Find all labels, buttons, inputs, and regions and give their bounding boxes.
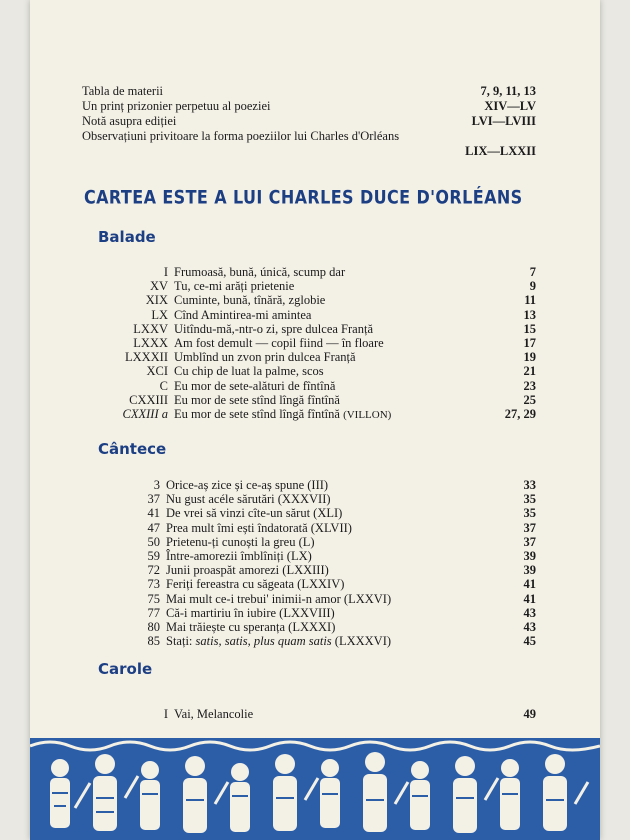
entry-page: 41 bbox=[523, 577, 536, 592]
entry-page: 23 bbox=[523, 378, 536, 393]
entry-title: Eu mor de sete stînd lîngă fîntînă bbox=[174, 392, 340, 407]
frontmatter-page: LVI—LVIII bbox=[471, 114, 536, 128]
entry-number: 3 bbox=[153, 478, 160, 492]
frontmatter-list bbox=[82, 84, 536, 159]
frontmatter-page: 7, 9, 11, 13 bbox=[480, 84, 536, 98]
list-item bbox=[82, 506, 536, 520]
cantece-list bbox=[82, 478, 536, 648]
entry-page: 15 bbox=[523, 321, 536, 336]
entry-number: 41 bbox=[147, 506, 160, 521]
entry-number: XIX bbox=[145, 293, 168, 308]
section-heading-balade: Balade bbox=[98, 228, 156, 246]
entry-number: 37 bbox=[147, 492, 160, 507]
entry-number: I bbox=[163, 265, 168, 279]
list-item bbox=[82, 592, 536, 606]
frontmatter-title: Un prinț prizonier perpetuu al poeziei bbox=[82, 99, 271, 113]
entry-title-wrap bbox=[174, 407, 476, 422]
list-item bbox=[82, 279, 536, 293]
list-item bbox=[82, 265, 536, 279]
entry-title: Feriți fereastra cu săgeata (LXXIV) bbox=[166, 577, 345, 592]
list-item bbox=[82, 350, 536, 364]
entry-number: 73 bbox=[147, 577, 160, 592]
list-item bbox=[82, 393, 536, 407]
frontmatter-item-page-line bbox=[82, 144, 536, 159]
entry-page: 41 bbox=[523, 591, 536, 606]
entry-title: De vrei să vinzi cîte-un sărut (XLI) bbox=[166, 506, 343, 521]
entry-number: LXXXII bbox=[124, 350, 168, 365]
entry-page: 39 bbox=[523, 563, 536, 578]
list-item bbox=[82, 308, 536, 322]
frontmatter-item bbox=[82, 84, 536, 99]
entry-number: 75 bbox=[147, 591, 160, 606]
entry-page: 7 bbox=[529, 265, 536, 279]
entry-page: 11 bbox=[524, 293, 536, 308]
list-item bbox=[82, 407, 536, 422]
entry-title: Mai trăiește cu speranța (LXXXI) bbox=[166, 620, 336, 635]
book-page bbox=[30, 0, 600, 840]
entry-title: Umblînd un zvon prin dulcea Franță bbox=[174, 350, 356, 365]
book-title: CARTEA ESTE A LUI CHARLES DUCE D'ORLÉANS bbox=[84, 186, 523, 208]
entry-number: 47 bbox=[147, 520, 160, 535]
entry-page: 13 bbox=[523, 307, 536, 322]
entry-page: 17 bbox=[523, 336, 536, 351]
frontmatter-item bbox=[82, 114, 536, 129]
list-item bbox=[82, 707, 536, 721]
entry-title: Am fost demult — copil fiind — în floare bbox=[174, 336, 384, 351]
entry-number: LX bbox=[151, 307, 168, 322]
entry-page: 27, 29 bbox=[504, 407, 536, 422]
list-item bbox=[82, 577, 536, 591]
entry-title: Vai, Melancolie bbox=[174, 707, 254, 721]
entry-title: Cu chip de luat la palme, scos bbox=[174, 364, 324, 379]
list-item bbox=[82, 521, 536, 535]
frontmatter-item bbox=[82, 99, 536, 114]
list-item bbox=[82, 634, 536, 648]
entry-number: 50 bbox=[147, 534, 160, 549]
entry-number: 77 bbox=[147, 605, 160, 620]
list-item bbox=[82, 606, 536, 620]
frontmatter-page: LIX—LXXII bbox=[465, 144, 536, 158]
frieze-illustration bbox=[30, 738, 600, 840]
entry-attribution: (VILLON) bbox=[343, 409, 392, 422]
entry-page: 35 bbox=[523, 492, 536, 507]
entry-latin-phrase: satis, satis, plus quam satis bbox=[195, 634, 332, 649]
entry-title: Junii proaspăt amorezi (LXXIII) bbox=[166, 563, 329, 578]
entry-title: Stați: bbox=[166, 634, 193, 649]
entry-title: Cînd Amintirea-mi amintea bbox=[174, 307, 312, 322]
entry-title: Uitîndu-mă,-ntr-o zi, spre dulcea Franță bbox=[174, 321, 373, 336]
section-heading-carole: Carole bbox=[98, 660, 153, 678]
list-item bbox=[82, 549, 536, 563]
entry-number: LXXV bbox=[133, 321, 168, 336]
entry-title: Eu mor de sete stînd lîngă fîntînă bbox=[174, 407, 340, 422]
entry-title: Prea mult îmi ești îndatorată (XLVII) bbox=[166, 520, 352, 535]
frontmatter-title: Tabla de materii bbox=[82, 84, 164, 98]
decorative-frieze bbox=[30, 738, 600, 840]
entry-page: 45 bbox=[523, 634, 536, 649]
entry-number: 72 bbox=[147, 563, 160, 578]
entry-page: 39 bbox=[523, 549, 536, 564]
entry-page: 35 bbox=[523, 506, 536, 521]
list-item bbox=[82, 492, 536, 506]
entry-number: 85 bbox=[147, 634, 160, 649]
entry-number: CXXIII bbox=[129, 392, 168, 407]
list-item bbox=[82, 336, 536, 350]
list-item bbox=[82, 620, 536, 634]
entry-page: 37 bbox=[523, 520, 536, 535]
entry-page: 49 bbox=[523, 707, 536, 721]
entry-title: Între-amorezii îmblîniți (LX) bbox=[166, 549, 312, 564]
entry-title: Tu, ce-mi arăți prietenie bbox=[174, 279, 295, 294]
list-item bbox=[82, 563, 536, 577]
entry-title: Cuminte, bună, tînără, zglobie bbox=[174, 293, 326, 308]
list-item bbox=[82, 379, 536, 393]
entry-number: XCI bbox=[146, 364, 168, 379]
entry-page: 33 bbox=[523, 478, 536, 492]
balade-list bbox=[82, 265, 536, 422]
list-item bbox=[82, 322, 536, 336]
entry-title: Mai mult ce-i trebui' inimii-n amor (LXXVI) bbox=[166, 591, 392, 606]
entry-number: LXXX bbox=[133, 336, 168, 351]
frontmatter-title: Observațiuni privitoare la forma poeziilor lui Charles d'Orléans bbox=[82, 129, 400, 143]
entry-title-wrap bbox=[166, 634, 476, 648]
entry-page: 19 bbox=[523, 350, 536, 365]
entry-page: 37 bbox=[523, 534, 536, 549]
entry-page: 21 bbox=[523, 364, 536, 379]
entry-number: I bbox=[163, 707, 168, 721]
entry-title: Eu mor de sete-alături de fîntînă bbox=[174, 378, 336, 393]
entry-number: CXXIII a bbox=[122, 407, 168, 422]
frontmatter-item bbox=[82, 129, 536, 144]
entry-title: Orice-aș zice și ce-aș spune (III) bbox=[166, 478, 329, 492]
entry-roman-number: (LXXXVI) bbox=[334, 634, 392, 649]
section-heading-cantece: Cântece bbox=[98, 440, 167, 458]
entry-page: 43 bbox=[523, 620, 536, 635]
frontmatter-page: XIV—LV bbox=[484, 99, 536, 113]
entry-number: C bbox=[159, 378, 168, 393]
entry-number: 80 bbox=[147, 620, 160, 635]
entry-number: 59 bbox=[147, 549, 160, 564]
list-item bbox=[82, 364, 536, 378]
entry-title: Frumoasă, bună, únică, scump dar bbox=[174, 265, 346, 279]
list-item bbox=[82, 478, 536, 492]
entry-number: XV bbox=[149, 279, 168, 294]
entry-title: Că-i martiriu în iubire (LXXVIII) bbox=[166, 605, 335, 620]
list-item bbox=[82, 293, 536, 307]
entry-page: 25 bbox=[523, 392, 536, 407]
list-item bbox=[82, 535, 536, 549]
entry-page: 43 bbox=[523, 605, 536, 620]
entry-title: Nu gust acéle sărutări (XXXVII) bbox=[166, 492, 331, 507]
entry-title: Prietenu-ți cunoști la greu (L) bbox=[166, 534, 315, 549]
frontmatter-title: Notă asupra ediției bbox=[82, 114, 177, 128]
carole-list bbox=[82, 707, 536, 721]
entry-page: 9 bbox=[529, 279, 536, 294]
